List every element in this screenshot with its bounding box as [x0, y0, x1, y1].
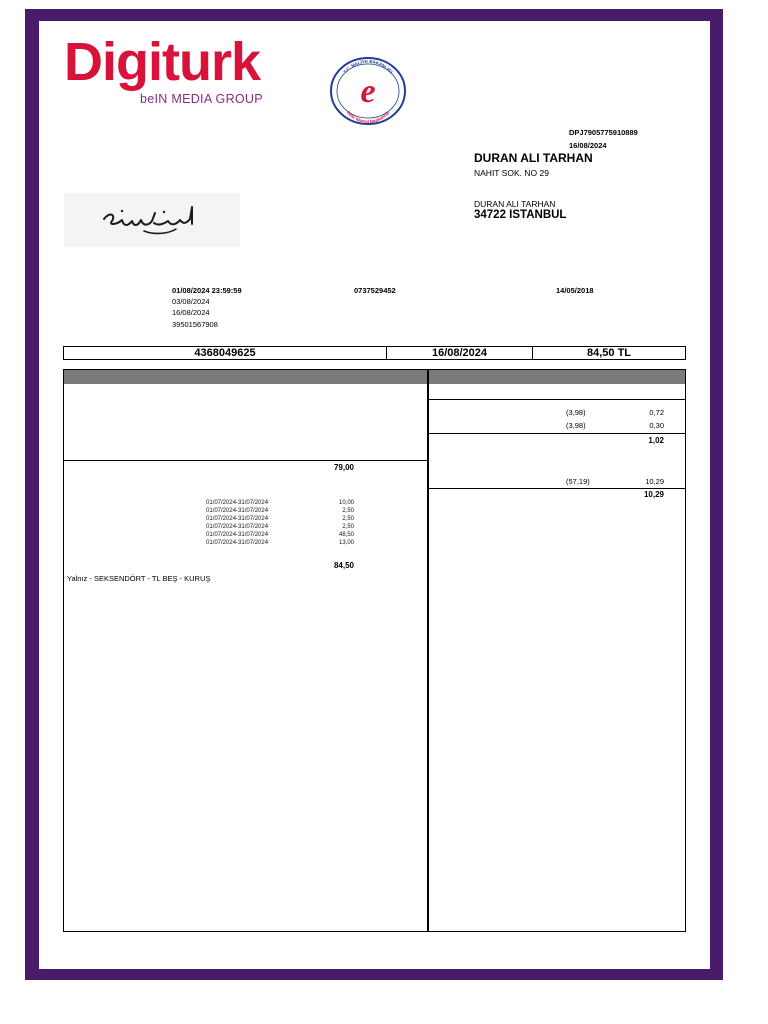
line-amount-3: 2,50 [342, 516, 354, 522]
tax-value-1: 0,72 [649, 408, 664, 417]
signature-image [64, 193, 240, 247]
line-period-1: 01/07/2024-31/07/2024 [206, 500, 269, 506]
brand-wordmark: Digiturk [64, 32, 261, 92]
info-number: 39501567908 [172, 320, 218, 329]
summary-amount: 84,50 TL [586, 347, 632, 359]
info-start-date: 14/05/2018 [556, 286, 594, 295]
vat-value: 10,29 [645, 477, 664, 486]
tax-base-1: (3,98) [566, 408, 586, 417]
digiturk-logo [64, 32, 274, 114]
table-header [64, 370, 685, 384]
line-amount-2: 2,50 [342, 508, 354, 514]
vat-base: (57,19) [566, 477, 590, 486]
info-date-1: 03/08/2024 [172, 297, 210, 306]
tax-base-2: (3,98) [566, 421, 586, 430]
recipient-name: DURAN ALI TARHAN [474, 199, 556, 209]
subtotal: 79,00 [333, 463, 354, 472]
line-amount-5: 48,50 [338, 532, 354, 538]
vat-total: 10,29 [643, 490, 664, 499]
recipient-city: 34722 ISTANBUL [474, 209, 567, 221]
amount-in-words: Yalnız - SEKSENDÖRT - TL BEŞ - KURUŞ [67, 574, 211, 583]
tax-value-2: 0,30 [649, 421, 664, 430]
line-amount-4: 2,50 [342, 524, 354, 530]
line-period-4: 01/07/2024-31/07/2024 [206, 524, 269, 530]
details-table [63, 369, 686, 932]
tax-total: 1,02 [648, 436, 664, 445]
summary-bar [63, 346, 686, 360]
invoice-datetime: 01/08/2024 23:59:59 [172, 286, 242, 295]
line-amount-1: 10,00 [338, 500, 354, 506]
summary-account-number: 4368049625 [194, 347, 256, 359]
seal-bottom-text: Gelir İdaresi Başkanlığı [345, 110, 391, 125]
info-phone: 0737529452 [354, 286, 396, 295]
line-period-2: 01/07/2024-31/07/2024 [206, 508, 269, 514]
seal-top-text: T.C. MALİYE BAKANLIĞI [342, 58, 394, 75]
grand-total: 84,50 [333, 561, 354, 570]
e-invoice-seal-icon [329, 56, 407, 126]
line-period-5: 01/07/2024-31/07/2024 [206, 532, 269, 538]
line-period-3: 01/07/2024-31/07/2024 [206, 516, 269, 522]
document-date: 16/08/2024 [569, 141, 607, 150]
customer-address: NAHIT SOK. NO 29 [474, 168, 549, 178]
brand-subtitle: beIN MEDIA GROUP [140, 92, 263, 106]
document-code: DPJ7905775910889 [569, 128, 638, 137]
customer-name: DURAN ALI TARHAN [474, 151, 593, 165]
seal-letter: e [360, 73, 376, 110]
info-date-2: 16/08/2024 [172, 308, 210, 317]
line-amount-6: 13,00 [338, 540, 354, 546]
summary-due-date: 16/08/2024 [431, 347, 488, 359]
line-period-6: 01/07/2024-31/07/2024 [206, 540, 269, 546]
